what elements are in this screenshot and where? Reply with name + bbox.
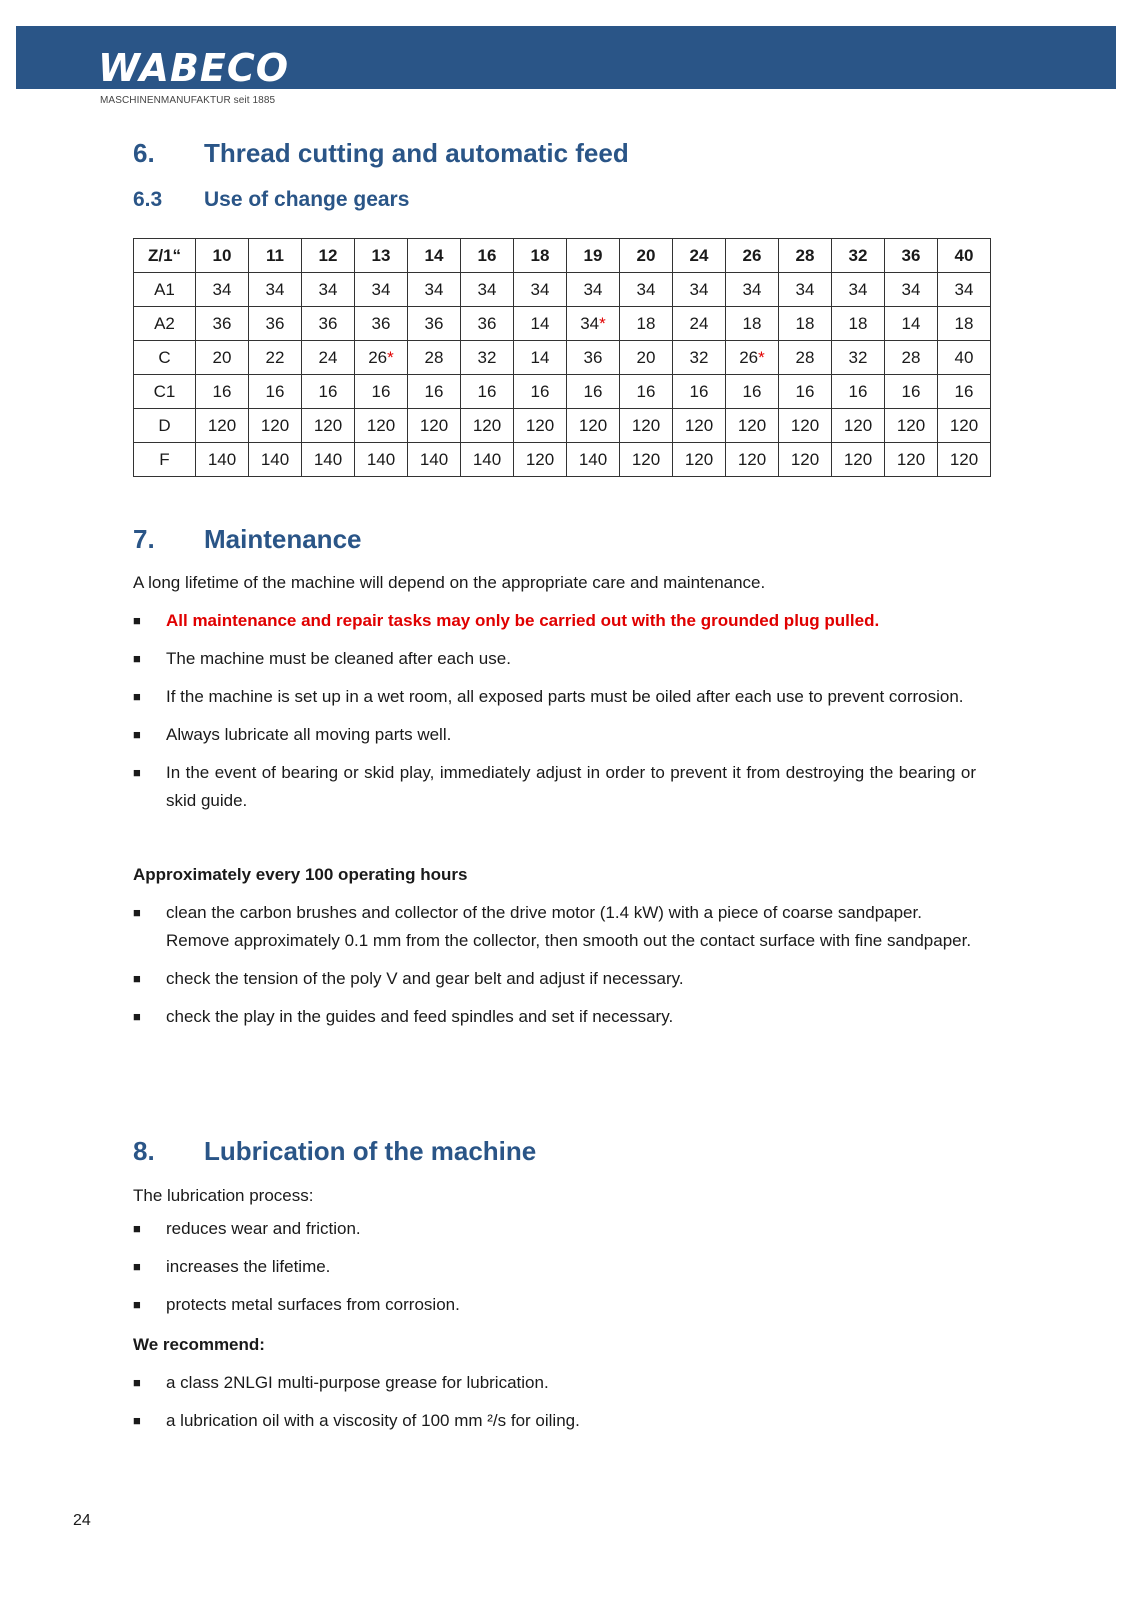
section-6-heading (133, 138, 629, 168)
table-cell (249, 273, 302, 307)
table-cell (726, 409, 779, 443)
table-cell (302, 341, 355, 375)
table-cell (249, 341, 302, 375)
list-item (133, 721, 976, 749)
table-cell (885, 341, 938, 375)
cell-value: 34 (580, 313, 600, 333)
cell-value: 34 (583, 279, 603, 299)
cell-value: 140 (419, 449, 449, 469)
cell-value: 120 (631, 415, 661, 435)
table-row (134, 443, 991, 477)
table-cell (408, 375, 461, 409)
table-cell (885, 273, 938, 307)
cell-value: 22 (265, 347, 285, 367)
cell-value: 140 (313, 449, 343, 469)
footnote-star: * (758, 347, 765, 367)
list-item-text: In the event of bearing or skid play, immediately adjust in order to prevent it from destroying the bearing or skid guide. (166, 763, 976, 810)
cell-value: 32 (477, 347, 497, 367)
table-cell (726, 273, 779, 307)
table-row (134, 341, 991, 375)
row-label-cell (134, 443, 196, 477)
cell-value: 120 (896, 449, 926, 469)
cell-value: 34 (212, 279, 232, 299)
table-cell (832, 375, 885, 409)
table-cell (302, 443, 355, 477)
cell-value: 36 (371, 313, 391, 333)
table-cell (302, 307, 355, 341)
table-cell (832, 273, 885, 307)
table-cell (938, 375, 991, 409)
cell-value: 32 (848, 347, 868, 367)
table-cell (302, 375, 355, 409)
header-cell: 16 (461, 239, 514, 273)
table-cell (514, 307, 567, 341)
tagline: MASCHINENMANUFAKTUR seit 1885 (100, 95, 276, 106)
table-row (134, 375, 991, 409)
list-item-text: check the play in the guides and feed spindles and set if necessary. (166, 1007, 674, 1026)
cell-value: 120 (843, 415, 873, 435)
table-cell (249, 409, 302, 443)
list-item (133, 1291, 976, 1319)
bullet-icon: ■ (133, 651, 141, 666)
cell-value: 120 (631, 449, 661, 469)
section-title: Thread cutting and automatic feed (204, 138, 629, 168)
interval-list (133, 899, 976, 1041)
list-item (133, 1253, 976, 1281)
bullet-icon: ■ (133, 1259, 141, 1274)
table-cell (673, 443, 726, 477)
section-7-heading (133, 524, 362, 554)
cell-value: 18 (795, 313, 815, 333)
cell-value: 28 (424, 347, 444, 367)
bullet-icon: ■ (133, 1413, 141, 1428)
cell-value: 16 (318, 381, 338, 401)
table-cell (620, 273, 673, 307)
table-cell (302, 409, 355, 443)
cell-value: 34 (954, 279, 974, 299)
bullet-icon: ■ (133, 1297, 141, 1312)
table-header-row (134, 239, 991, 273)
header-cell: 28 (779, 239, 832, 273)
cell-value: 120 (207, 415, 237, 435)
section-8-heading (133, 1136, 536, 1166)
table-cell (408, 273, 461, 307)
cell-value: 120 (525, 449, 555, 469)
bullet-icon: ■ (133, 1009, 141, 1024)
list-item (133, 645, 976, 673)
cell-value: 26 (739, 347, 759, 367)
bullet-icon: ■ (133, 905, 141, 920)
table-cell (832, 307, 885, 341)
cell-value: 36 (424, 313, 444, 333)
table-cell (567, 273, 620, 307)
section-title: Maintenance (204, 524, 362, 554)
section-title: Lubrication of the machine (204, 1136, 537, 1166)
cell-value: 24 (318, 347, 338, 367)
cell-value: A2 (154, 313, 175, 333)
cell-value: 120 (419, 415, 449, 435)
list-item (133, 1215, 976, 1243)
lubrication-intro: The lubrication process: (133, 1186, 314, 1205)
table-cell (302, 273, 355, 307)
bullet-icon: ■ (133, 613, 141, 628)
table-cell (832, 443, 885, 477)
section-number: 7. (133, 524, 155, 554)
cell-value: 34 (424, 279, 444, 299)
list-item-text: a class 2NLGI multi-purpose grease for lubrication. (166, 1373, 549, 1392)
cell-value: 120 (790, 415, 820, 435)
list-item (133, 683, 976, 711)
list-item (133, 1407, 976, 1435)
header-cell: 13 (355, 239, 408, 273)
cell-value: 16 (848, 381, 868, 401)
header-cell: 14 (408, 239, 461, 273)
row-label-cell (134, 273, 196, 307)
bullet-icon: ■ (133, 1221, 141, 1236)
footnote-star: * (387, 347, 394, 367)
header-cell: Z/1“ (134, 239, 196, 273)
list-item-text: clean the carbon brushes and collector of the drive motor (1.4 kW) with a piece of coarse sandpaper. (166, 903, 922, 922)
footnote-star: * (599, 313, 606, 333)
row-label-cell (134, 409, 196, 443)
cell-value: 34 (371, 279, 391, 299)
row-label-cell (134, 375, 196, 409)
table-cell (673, 375, 726, 409)
row-label-cell (134, 307, 196, 341)
cell-value: 14 (530, 313, 550, 333)
cell-value: 16 (742, 381, 762, 401)
table-row (134, 409, 991, 443)
cell-value: 34 (689, 279, 709, 299)
table-cell (196, 273, 249, 307)
bullet-icon: ■ (133, 1375, 141, 1390)
list-item (133, 899, 976, 955)
bullet-icon: ■ (133, 727, 141, 742)
cell-value: 34 (795, 279, 815, 299)
warning-text: All maintenance and repair tasks may only be carried out with the grounded plug pulled. (166, 611, 880, 630)
recommend-list (133, 1369, 976, 1445)
table-cell (567, 409, 620, 443)
table-cell (355, 375, 408, 409)
cell-value: 140 (578, 449, 608, 469)
cell-value: 120 (684, 449, 714, 469)
bullet-icon: ■ (133, 765, 141, 780)
cell-value: 140 (472, 449, 502, 469)
table-cell (620, 409, 673, 443)
header-cell: 36 (885, 239, 938, 273)
maintenance-list (133, 607, 976, 825)
cell-value: 36 (265, 313, 285, 333)
table-cell (408, 409, 461, 443)
cell-value: 14 (901, 313, 921, 333)
table-cell (673, 409, 726, 443)
cell-value: 16 (371, 381, 391, 401)
cell-value: C1 (153, 381, 176, 401)
table-cell (355, 443, 408, 477)
cell-value: 40 (954, 347, 974, 367)
table-cell (779, 409, 832, 443)
cell-value: 18 (848, 313, 868, 333)
cell-value: 16 (636, 381, 656, 401)
cell-value: 16 (795, 381, 815, 401)
table-cell (779, 307, 832, 341)
table-cell (249, 443, 302, 477)
header-cell: 10 (196, 239, 249, 273)
cell-value: 16 (530, 381, 550, 401)
cell-value: 34 (742, 279, 762, 299)
lubrication-list (133, 1215, 976, 1329)
table-cell (726, 375, 779, 409)
cell-value: D (158, 415, 171, 435)
header-cell: 24 (673, 239, 726, 273)
table-cell (620, 341, 673, 375)
table-cell (249, 307, 302, 341)
cell-value: 26 (368, 347, 388, 367)
cell-value: 120 (578, 415, 608, 435)
table-cell (779, 273, 832, 307)
list-item-text: Remove approximately 0.1 mm from the collector, then smooth out the contact surface with fine sandpaper. (166, 931, 972, 950)
bullet-icon: ■ (133, 971, 141, 986)
table-cell (620, 443, 673, 477)
cell-value: 140 (260, 449, 290, 469)
list-item (133, 607, 976, 635)
table-cell (196, 409, 249, 443)
table-cell (408, 341, 461, 375)
table-cell (408, 307, 461, 341)
cell-value: 34 (265, 279, 285, 299)
cell-value: 16 (477, 381, 497, 401)
table-cell (196, 443, 249, 477)
cell-value: 16 (424, 381, 444, 401)
row-label-cell (134, 341, 196, 375)
table-cell (620, 375, 673, 409)
table-cell (461, 443, 514, 477)
table-cell (673, 341, 726, 375)
cell-value: 24 (689, 313, 709, 333)
list-item-text: increases the lifetime. (166, 1257, 331, 1276)
table-cell (355, 341, 408, 375)
cell-value: 16 (265, 381, 285, 401)
table-cell (938, 307, 991, 341)
table-cell (567, 307, 620, 341)
table-cell (408, 443, 461, 477)
table-cell (249, 375, 302, 409)
cell-value: 34 (636, 279, 656, 299)
cell-value: 34 (318, 279, 338, 299)
cell-value: 16 (954, 381, 974, 401)
cell-value: 120 (790, 449, 820, 469)
subsection-title: Use of change gears (204, 188, 410, 211)
cell-value: 18 (636, 313, 656, 333)
section-number: 8. (133, 1136, 155, 1166)
cell-value: 120 (313, 415, 343, 435)
cell-value: 34 (901, 279, 921, 299)
list-item-text: protects metal surfaces from corrosion. (166, 1295, 460, 1314)
bullet-icon: ■ (133, 689, 141, 704)
cell-value: 120 (525, 415, 555, 435)
table-cell (885, 307, 938, 341)
table-cell (779, 375, 832, 409)
table-cell (726, 307, 779, 341)
table-cell (461, 307, 514, 341)
cell-value: 28 (795, 347, 815, 367)
list-item-text: The machine must be cleaned after each use. (166, 649, 511, 668)
table-cell (779, 443, 832, 477)
cell-value: 120 (737, 415, 767, 435)
cell-value: 20 (636, 347, 656, 367)
table-cell (355, 273, 408, 307)
table-cell (514, 409, 567, 443)
table-cell (355, 307, 408, 341)
table-cell (832, 341, 885, 375)
cell-value: 34 (477, 279, 497, 299)
header-cell: 19 (567, 239, 620, 273)
table-cell (567, 443, 620, 477)
cell-value: 120 (684, 415, 714, 435)
list-item-text: reduces wear and friction. (166, 1219, 361, 1238)
page-number: 24 (73, 1512, 91, 1529)
table-cell (779, 341, 832, 375)
header-cell: 40 (938, 239, 991, 273)
table-cell (514, 375, 567, 409)
table-cell (938, 341, 991, 375)
cell-value: 34 (848, 279, 868, 299)
cell-value: 16 (212, 381, 232, 401)
cell-value: 28 (901, 347, 921, 367)
cell-value: 120 (896, 415, 926, 435)
table-cell (567, 375, 620, 409)
table-cell (885, 375, 938, 409)
table-cell (673, 273, 726, 307)
cell-value: A1 (154, 279, 175, 299)
table-cell (355, 409, 408, 443)
table-cell (673, 307, 726, 341)
table-cell (620, 307, 673, 341)
table-cell (832, 409, 885, 443)
cell-value: 16 (901, 381, 921, 401)
recommend-heading: We recommend: (133, 1335, 265, 1354)
cell-value: 16 (583, 381, 603, 401)
maintenance-intro: A long lifetime of the machine will depend on the appropriate care and maintenance. (133, 573, 766, 592)
cell-value: 120 (260, 415, 290, 435)
cell-value: 120 (472, 415, 502, 435)
wabeco-logo: WABECO (98, 46, 290, 90)
list-item-text: Always lubricate all moving parts well. (166, 725, 452, 744)
cell-value: 16 (689, 381, 709, 401)
table-cell (461, 273, 514, 307)
cell-value: F (159, 449, 170, 469)
cell-value: 18 (954, 313, 974, 333)
header-cell: 20 (620, 239, 673, 273)
cell-value: 140 (366, 449, 396, 469)
subsection-number: 6.3 (133, 188, 163, 211)
section-6-3-heading (133, 187, 409, 213)
list-item (133, 1003, 976, 1031)
cell-value: 14 (530, 347, 550, 367)
table-cell (461, 341, 514, 375)
interval-heading: Approximately every 100 operating hours (133, 865, 468, 884)
header-cell: 11 (249, 239, 302, 273)
cell-value: 36 (318, 313, 338, 333)
table-cell (938, 273, 991, 307)
cell-value: 120 (737, 449, 767, 469)
cell-value: 20 (212, 347, 232, 367)
cell-value: 120 (366, 415, 396, 435)
table-cell (885, 409, 938, 443)
cell-value: 120 (949, 415, 979, 435)
header-cell: 18 (514, 239, 567, 273)
header-cell: 12 (302, 239, 355, 273)
table-cell (514, 341, 567, 375)
table-row (134, 273, 991, 307)
cell-value: 140 (207, 449, 237, 469)
cell-value: 18 (742, 313, 762, 333)
table-cell (196, 375, 249, 409)
list-item-text: If the machine is set up in a wet room, all exposed parts must be oiled after each use to prevent corrosion. (166, 687, 964, 706)
list-item (133, 965, 976, 993)
cell-value: 120 (843, 449, 873, 469)
list-item-text: check the tension of the poly V and gear belt and adjust if necessary. (166, 969, 684, 988)
list-item (133, 1369, 976, 1397)
header-cell: 26 (726, 239, 779, 273)
cell-value: 34 (530, 279, 550, 299)
cell-value: C (158, 347, 171, 367)
table-cell (726, 341, 779, 375)
table-cell (196, 307, 249, 341)
table-row (134, 307, 991, 341)
table-cell (514, 273, 567, 307)
cell-value: 36 (583, 347, 603, 367)
list-item (133, 759, 976, 815)
cell-value: 36 (212, 313, 232, 333)
table-cell (567, 341, 620, 375)
table-cell (461, 375, 514, 409)
table-cell (514, 443, 567, 477)
table-cell (938, 409, 991, 443)
table-cell (726, 443, 779, 477)
cell-value: 32 (689, 347, 709, 367)
cell-value: 120 (949, 449, 979, 469)
header-cell: 32 (832, 239, 885, 273)
cell-value: 36 (477, 313, 497, 333)
section-number: 6. (133, 138, 155, 168)
change-gears-table (133, 238, 991, 477)
table-cell (938, 443, 991, 477)
table-cell (885, 443, 938, 477)
table-cell (461, 409, 514, 443)
list-item-text: a lubrication oil with a viscosity of 100 mm ²/s for oiling. (166, 1411, 580, 1430)
table-cell (196, 341, 249, 375)
